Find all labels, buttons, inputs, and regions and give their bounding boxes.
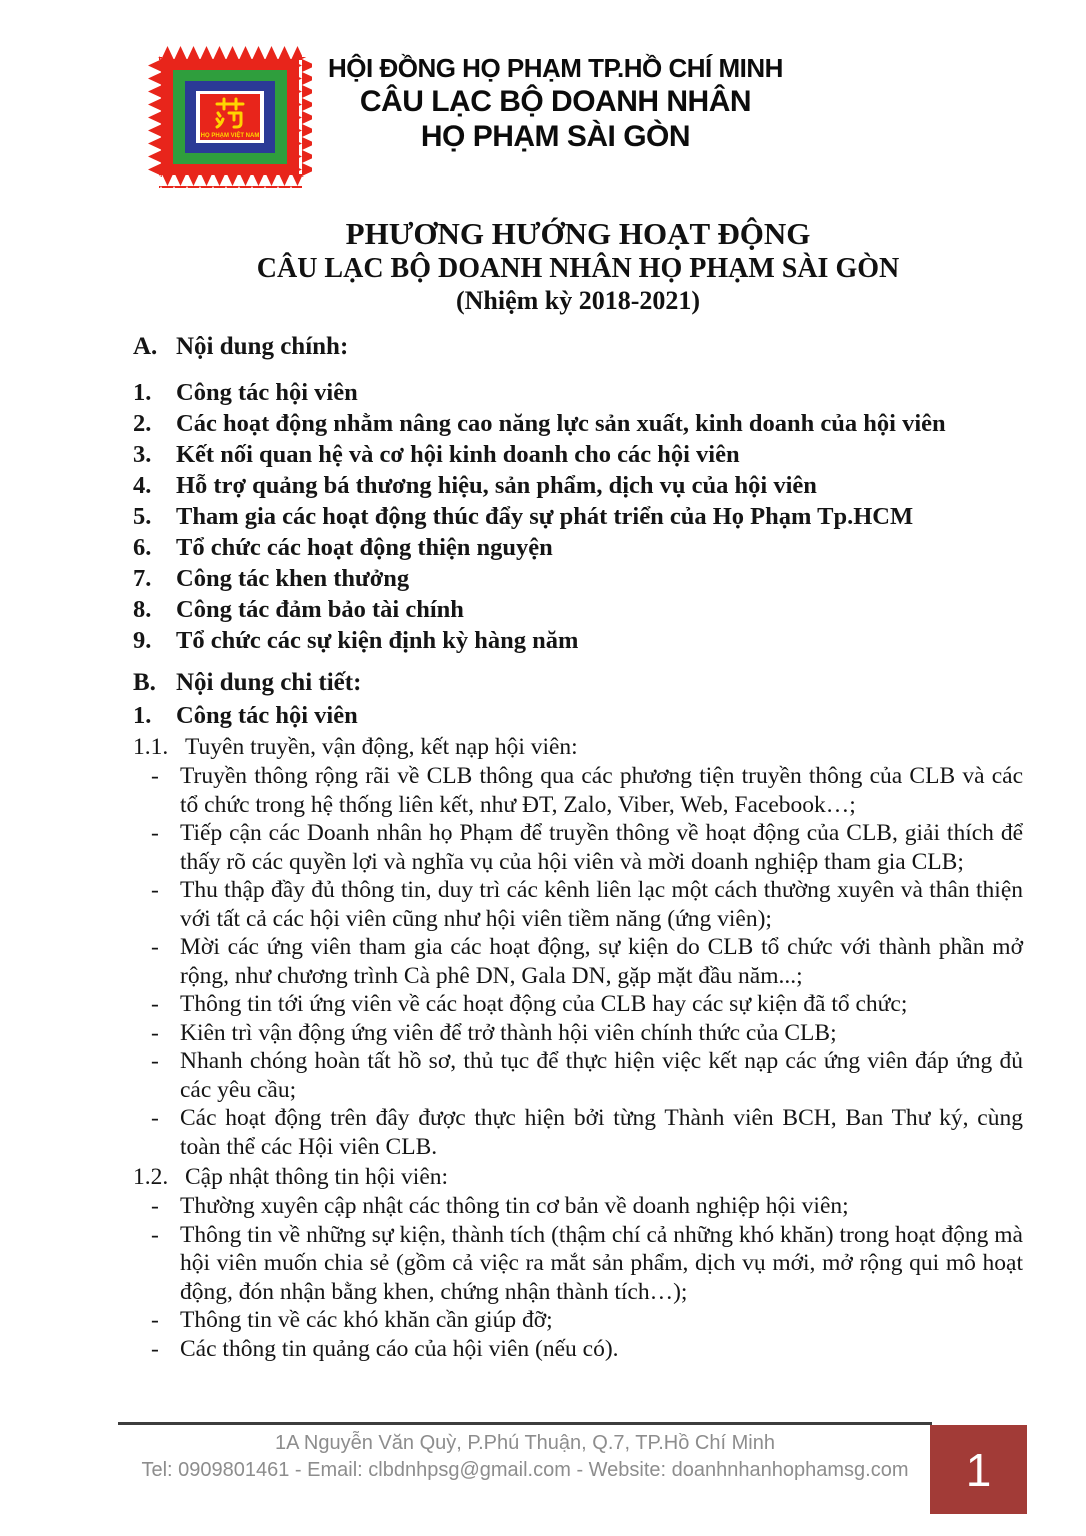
- bullet-item: [133, 876, 1023, 933]
- list-item-text: Hỗ trợ quảng bá thương hiệu, sản phẩm, dịch vụ của hội viên: [176, 472, 817, 499]
- logo-caption: HỌ PHẠM VIỆT NAM: [200, 133, 260, 139]
- footer-divider: [118, 1422, 932, 1425]
- list-item-text: Các hoạt động nhằm nâng cao năng lực sản xuất, kinh doanh của hội viên: [176, 410, 946, 437]
- section-a-heading: [133, 332, 1023, 362]
- bullet-item: [133, 1047, 1023, 1104]
- subsection-1-1-number: 1.1.: [133, 734, 169, 760]
- list-item-text: Tham gia các hoạt động thúc đẩy sự phát triển của Họ Phạm Tp.HCM: [176, 503, 914, 530]
- bullet-item: [133, 1306, 1023, 1335]
- document-body: [133, 332, 1023, 1363]
- list-item: [133, 533, 1023, 563]
- bullet-item: [133, 1019, 1023, 1048]
- document-header: [148, 46, 783, 188]
- document-title-block: [133, 216, 1023, 317]
- bullet-item: [133, 990, 1023, 1019]
- bullet-item: [133, 1335, 1023, 1364]
- list-item-number: 8.: [133, 596, 152, 623]
- list-item-number: 5.: [133, 503, 152, 530]
- list-item-text: Công tác hội viên: [176, 379, 358, 406]
- bullet-text: Các hoạt động trên đây được thực hiện bởi từng Thành viên BCH, Ban Thư ký, cùng toàn thể các Hội viên CLB.: [180, 1105, 1023, 1160]
- footer-address: 1A Nguyễn Văn Quỳ, P.Phú Thuận, Q.7, TP.Hồ Chí Minh: [275, 1432, 775, 1454]
- bullet-text: Mời các ứng viên tham gia các hoạt động, sự kiện do CLB tổ chức với thành phần mở rộng, như chương trình Cà phê DN, Gala DN, gặp mặt đầu năm...;: [180, 934, 1023, 989]
- bullet-dash: -: [151, 1019, 159, 1046]
- bullet-item: [133, 1104, 1023, 1161]
- list-item-number: 7.: [133, 565, 152, 592]
- list-item: [133, 471, 1023, 501]
- section-a-label: A.: [133, 333, 158, 360]
- page-number: 1: [965, 1443, 992, 1496]
- subsection-1-heading: [133, 701, 1023, 731]
- list-item-text: Công tác đảm bảo tài chính: [176, 596, 464, 623]
- list-item-number: 6.: [133, 534, 152, 561]
- bullet-item: [133, 933, 1023, 990]
- bullet-item: [133, 1221, 1023, 1307]
- bullet-text: Truyền thông rộng rãi về CLB thông qua các phương tiện truyền thông của CLB và các tổ chức trong hệ thống liên kết, như ĐT, Zalo, Viber, Web, Facebook…;: [180, 763, 1023, 818]
- list-item-number: 3.: [133, 441, 152, 468]
- document-subtitle: CÂU LẠC BỘ DOANH NHÂN HỌ PHẠM SÀI GÒN: [256, 253, 900, 284]
- org-name-club: CÂU LẠC BỘ DOANH NHÂN: [359, 85, 752, 118]
- list-item: [133, 409, 1023, 439]
- section-b-label: B.: [133, 669, 156, 696]
- subsection-1-2-heading: [133, 1163, 1023, 1192]
- subsection-1-2-number: 1.2.: [133, 1164, 169, 1190]
- footer-text-block: [118, 1430, 932, 1484]
- bullet-text: Thông tin về các khó khăn cần giúp đỡ;: [180, 1307, 553, 1333]
- bullet-dash: -: [151, 991, 159, 1017]
- bullet-dash: -: [151, 1335, 159, 1362]
- subsection-1-number: 1.: [133, 702, 152, 729]
- bullet-item: [133, 819, 1023, 876]
- subsection-1-2-title: Cập nhật thông tin hội viên:: [185, 1164, 449, 1190]
- org-name-council: HỘI ĐỒNG HỌ PHẠM TP.HỒ CHÍ MINH: [328, 53, 783, 83]
- list-item-number: 1.: [133, 379, 152, 406]
- bullet-text: Thông tin tới ứng viên về các hoạt động của CLB hay các sự kiện đã tổ chức;: [180, 991, 908, 1017]
- organization-name-block: [328, 52, 783, 154]
- bullet-text: Thường xuyên cập nhật các thông tin cơ bản về doanh nghiệp hội viên;: [180, 1193, 849, 1219]
- document-title: PHƯƠNG HƯỚNG HOẠT ĐỘNG: [345, 216, 811, 251]
- list-item-number: 4.: [133, 472, 152, 499]
- bullet-dash: -: [151, 877, 159, 903]
- section-b-title: Nội dung chi tiết:: [176, 669, 362, 696]
- list-item: [133, 440, 1023, 470]
- bullet-item: [133, 1192, 1023, 1221]
- list-item: [133, 502, 1023, 532]
- subsection-1-1-title: Tuyên truyền, vận động, kết nạp hội viên:: [185, 734, 578, 760]
- bullet-text: Kiên trì vận động ứng viên để trở thành hội viên chính thức của CLB;: [180, 1019, 837, 1046]
- bullet-dash: -: [151, 820, 159, 846]
- bullet-dash: -: [151, 1307, 159, 1333]
- list-item-text: Tổ chức các hoạt động thiện nguyện: [176, 534, 553, 561]
- bullet-text: Thu thập đầy đủ thông tin, duy trì các kênh liên lạc một cách thường xuyên và thân thiện với tất cả các hội viên cũng như hội viên tiềm năng (ứng viên);: [180, 877, 1023, 932]
- bullet-dash: -: [151, 763, 159, 789]
- pham-clan-flag-logo: [148, 46, 312, 188]
- bullet-text: Tiếp cận các Doanh nhân họ Phạm để truyền thông về hoạt động của CLB, giải thích để thấy rõ các quyền lợi và nghĩa vụ của hội viên và mời doanh nghiệp tham gia CLB;: [180, 820, 1023, 875]
- subsection-1-title: Công tác hội viên: [176, 702, 358, 729]
- list-item: [133, 378, 1023, 408]
- list-item-text: Công tác khen thưởng: [176, 565, 410, 592]
- org-name-saigon: HỌ PHẠM SÀI GÒN: [420, 120, 691, 153]
- bullet-text: Các thông tin quảng cáo của hội viên (nếu có).: [180, 1335, 619, 1362]
- section-a-title: Nội dung chính:: [176, 333, 349, 360]
- section-b-heading: [133, 668, 1023, 698]
- bullet-dash: -: [151, 1193, 159, 1219]
- list-item-number: 2.: [133, 410, 152, 437]
- bullet-text: Nhanh chóng hoàn tất hồ sơ, thủ tục để thực hiện việc kết nạp các ứng viên đáp ứng đủ các yêu cầu;: [180, 1048, 1023, 1103]
- bullet-item: [133, 762, 1023, 819]
- subsection-1-1-heading: [133, 733, 1023, 762]
- footer-contact: Tel: 0909801461 - Email: clbdnhpsg@gmail.com - Website: doanhnhanhophamsg.com: [141, 1459, 909, 1481]
- list-item-number: 9.: [133, 627, 152, 654]
- bullet-dash: -: [151, 1105, 159, 1131]
- bullet-text: Thông tin về những sự kiện, thành tích (thậm chí cả những khó khăn) trong hoạt động mà hội viên muốn chia sẻ (gồm cả việc ra mắt sản phẩm, dịch vụ mới, mở rộng qui mô hoạt động, đón nhận bằng khen, chứng nhận thành tích…);: [180, 1221, 1023, 1305]
- list-item: [133, 595, 1023, 625]
- list-item: [133, 564, 1023, 594]
- bullet-dash: -: [151, 934, 159, 960]
- list-item: [133, 626, 1023, 656]
- clan-flag-icon: [148, 46, 312, 188]
- list-item-text: Kết nối quan hệ và cơ hội kinh doanh cho các hội viên: [176, 441, 740, 468]
- page-number-badge: [930, 1425, 1027, 1514]
- list-item-text: Tổ chức các sự kiện định kỳ hàng năm: [176, 627, 579, 654]
- document-term: (Nhiệm kỳ 2018-2021): [455, 286, 701, 315]
- bullet-dash: -: [151, 1221, 159, 1248]
- bullet-dash: -: [151, 1048, 159, 1074]
